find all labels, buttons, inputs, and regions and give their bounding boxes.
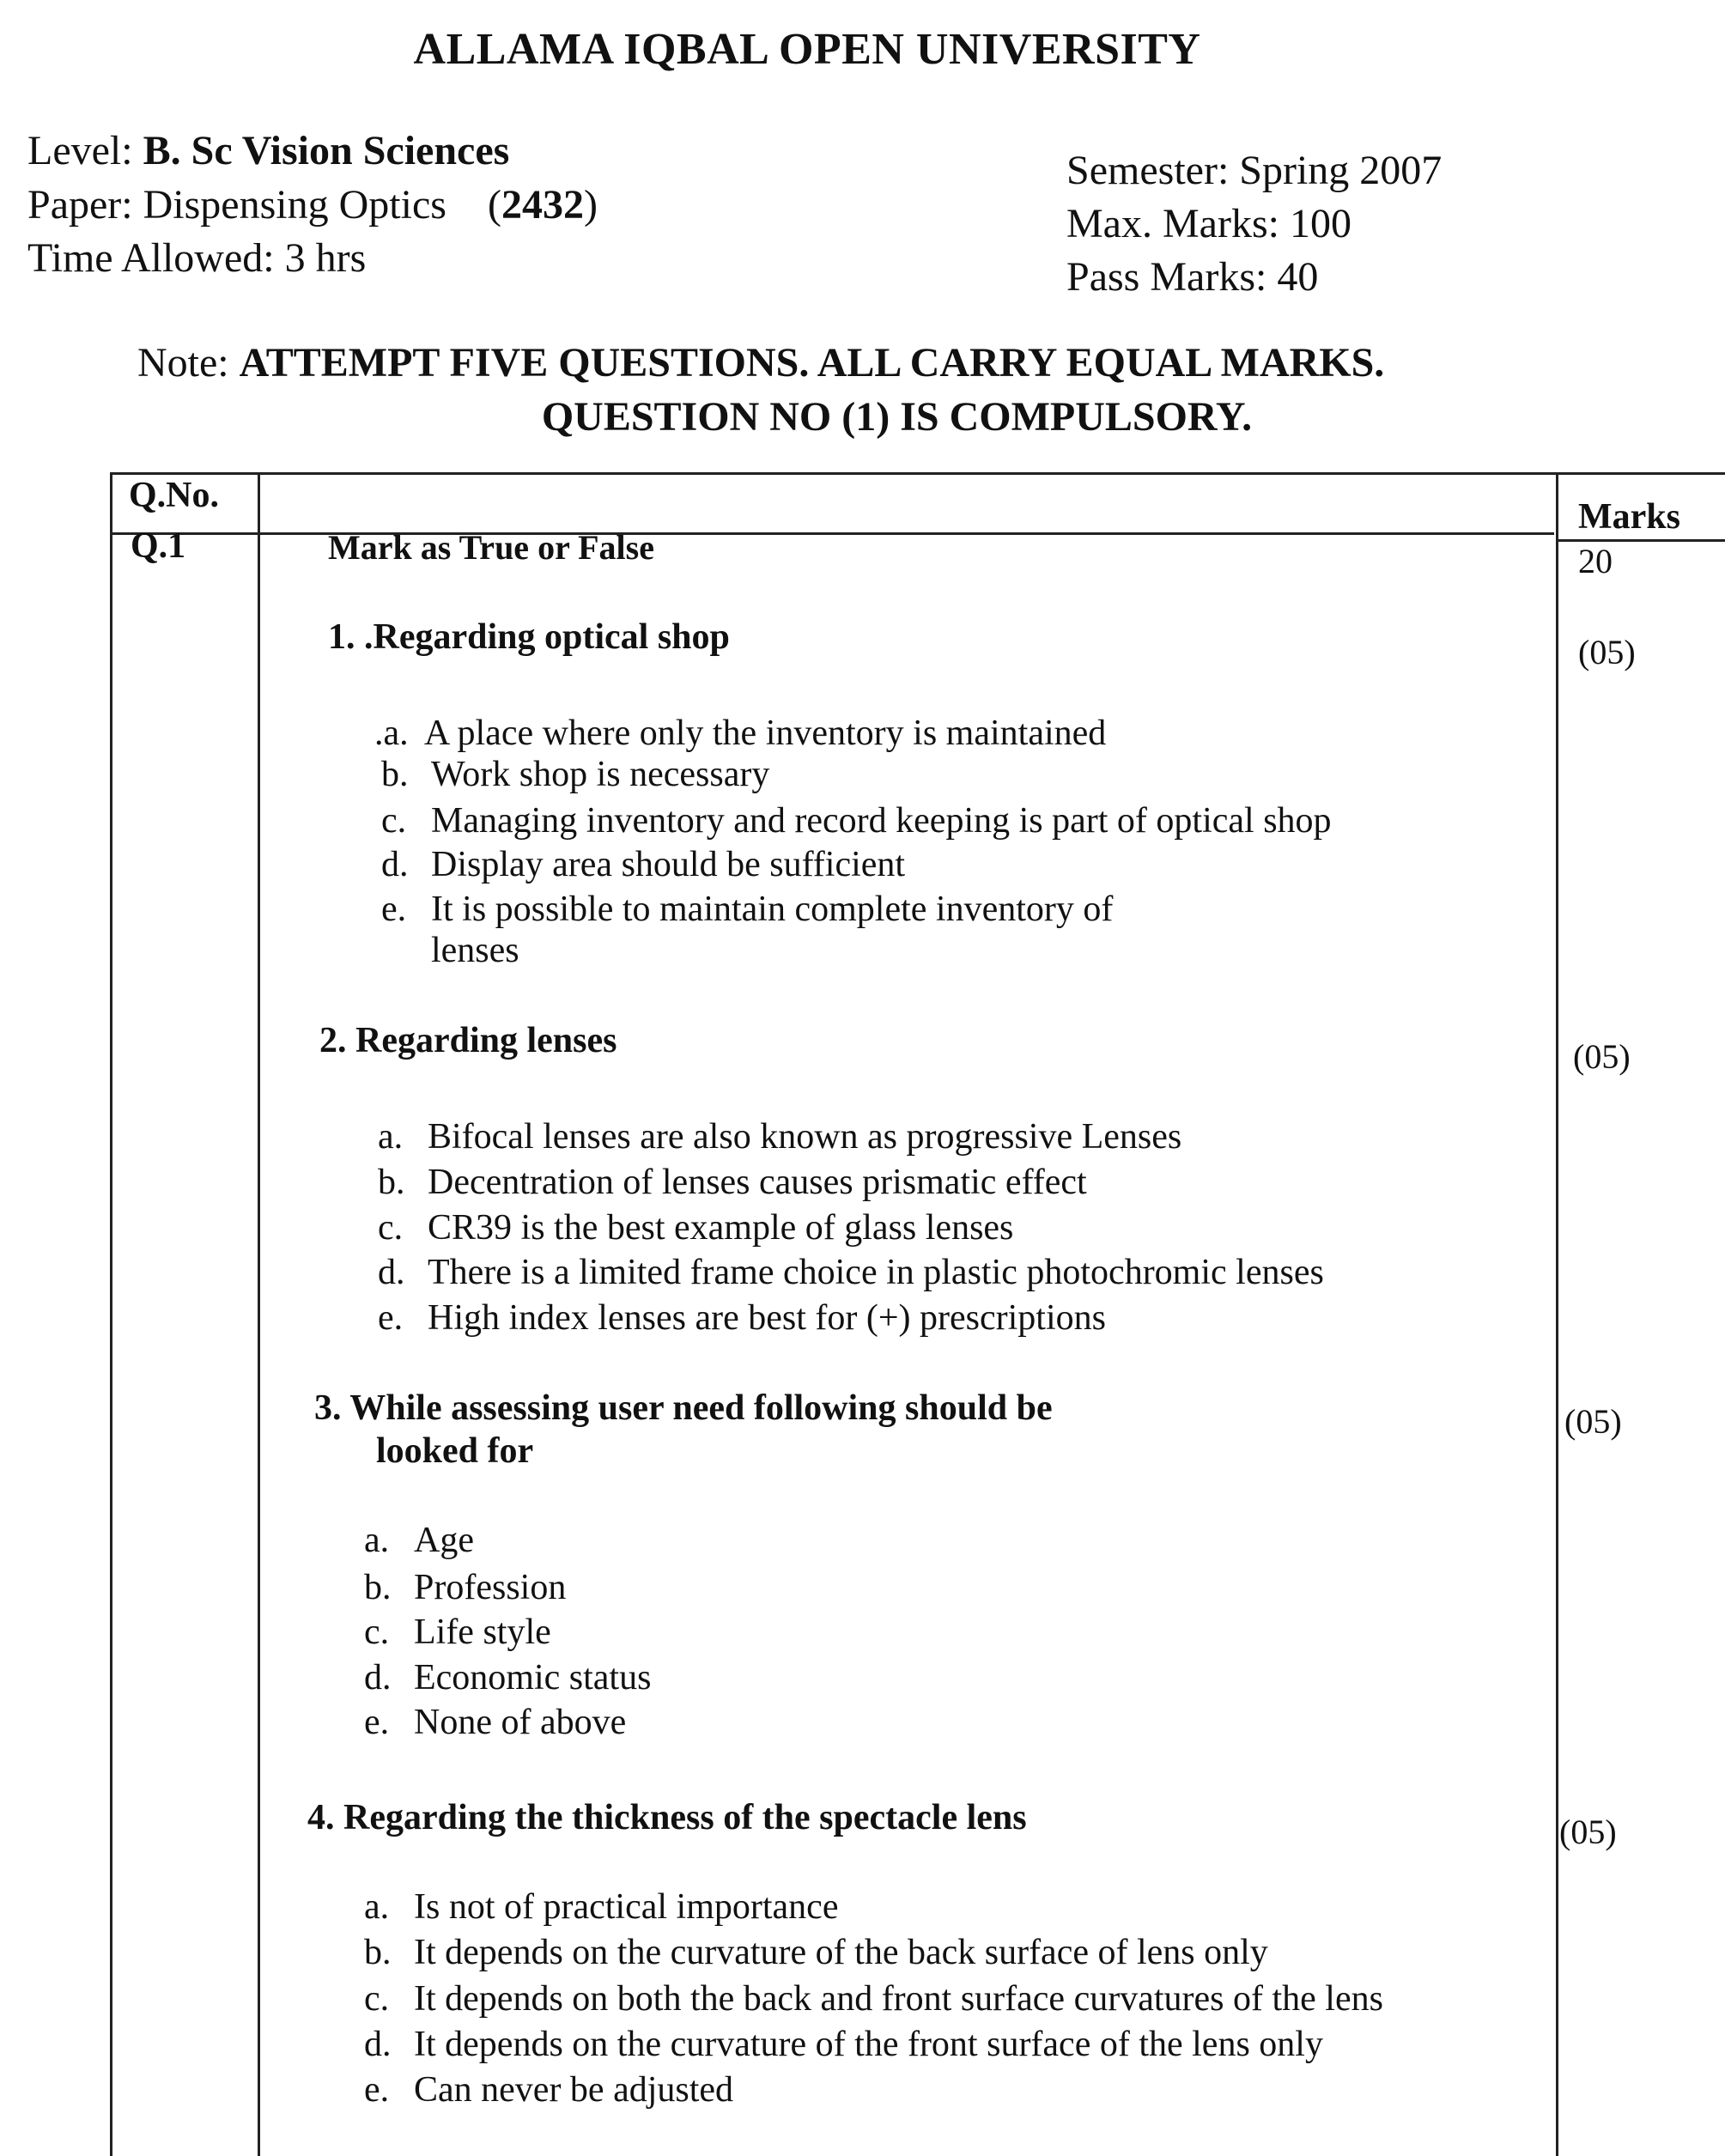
option xyxy=(378,1116,1181,1157)
option xyxy=(381,889,1113,930)
option xyxy=(364,1657,651,1698)
option-text: Is not of practical importance xyxy=(414,1887,839,1927)
option-letter: e. xyxy=(364,2070,390,2110)
option-letter: b. xyxy=(381,755,409,794)
note-text-1: ATTEMPT FIVE QUESTIONS. ALL CARRY EQUAL MARKS. xyxy=(239,340,1385,386)
option xyxy=(374,713,1106,754)
option xyxy=(364,2024,1323,2065)
part-4-marks: (05) xyxy=(1559,1813,1617,1851)
option xyxy=(378,1252,1324,1293)
option-text: It depends on both the back and front surface curvatures of the lens xyxy=(414,1979,1383,2019)
option xyxy=(364,1702,626,1743)
option-letter: d. xyxy=(364,1658,392,1697)
option xyxy=(378,1297,1106,1339)
level-line xyxy=(27,125,509,178)
option xyxy=(364,1978,1383,2019)
option-text: It is possible to maintain complete inventory of xyxy=(431,890,1114,929)
option-letter: e. xyxy=(381,890,407,929)
option xyxy=(378,1207,1013,1248)
paper-code-close: ) xyxy=(583,182,598,228)
option-letter: d. xyxy=(381,845,409,884)
max-marks: Max. Marks: 100 xyxy=(1066,201,1351,246)
option-text: Can never be adjusted xyxy=(414,2070,734,2110)
note-line-2: QUESTION NO (1) IS COMPULSORY. xyxy=(541,394,1253,440)
option xyxy=(364,1612,551,1653)
paper-code: 2432 xyxy=(501,182,584,228)
option-text: lenses xyxy=(431,931,519,970)
question-title: Mark as True or False xyxy=(328,528,654,567)
option-text: Display area should be sufficient xyxy=(431,845,906,884)
table-left-border xyxy=(110,472,112,2156)
option-letter: a. xyxy=(364,1521,390,1560)
option xyxy=(364,1520,474,1561)
qno-column-divider xyxy=(258,472,260,2156)
option-text: It depends on the curvature of the front surface of the lens only xyxy=(414,2025,1323,2064)
option-letter: d. xyxy=(378,1253,405,1292)
part-3-heading: 3. While assessing user need following should be xyxy=(314,1388,1053,1428)
option-text: There is a limited frame choice in plastic photochromic lenses xyxy=(428,1253,1324,1292)
pass-marks: Pass Marks: 40 xyxy=(1066,254,1319,300)
part-2-heading: 2. Regarding lenses xyxy=(319,1021,617,1060)
paper-label: Paper: Dispensing Optics xyxy=(27,182,446,228)
question-marks: 20 xyxy=(1578,542,1613,580)
option-text: Bifocal lenses are also known as progressive Lenses xyxy=(428,1117,1182,1157)
part-1-heading: 1. .Regarding optical shop xyxy=(328,617,730,657)
note-prefix: Note: xyxy=(137,340,240,386)
option-text: Profession xyxy=(414,1568,567,1607)
part-2-marks: (05) xyxy=(1573,1037,1631,1076)
option xyxy=(381,754,769,795)
option xyxy=(364,2069,733,2110)
option-text: Work shop is necessary xyxy=(431,755,770,794)
part-1-marks: (05) xyxy=(1578,633,1636,671)
option-text: It depends on the curvature of the back surface of lens only xyxy=(414,1933,1268,1972)
option-letter: d. xyxy=(364,2025,392,2064)
option-letter: e. xyxy=(364,1703,390,1742)
option-letter: b. xyxy=(364,1933,392,1972)
marks-header: Marks xyxy=(1578,497,1680,537)
option-text: A place where only the inventory is maintained xyxy=(424,714,1107,753)
level-value: B. Sc Vision Sciences xyxy=(143,128,510,173)
option-letter: c. xyxy=(378,1208,404,1248)
option-text: Decentration of lenses causes prismatic effect xyxy=(428,1163,1087,1202)
option xyxy=(364,1886,838,1928)
option-text: CR39 is the best example of glass lenses xyxy=(428,1208,1014,1248)
option xyxy=(381,930,519,971)
note-line-1 xyxy=(137,339,1384,386)
option-text: Age xyxy=(414,1521,474,1560)
level-label: Level: xyxy=(27,128,143,173)
time-allowed: Time Allowed: 3 hrs xyxy=(27,235,367,281)
qno-header: Q.No. xyxy=(129,476,219,515)
option-letter: c. xyxy=(364,1979,390,2019)
question-number: Q.1 xyxy=(131,526,186,566)
paper-code-open: ( xyxy=(487,182,501,228)
marks-column-divider xyxy=(1556,472,1558,2156)
option xyxy=(364,1932,1268,1973)
option-letter: b. xyxy=(364,1568,392,1607)
table-top-border xyxy=(112,472,1725,475)
semester: Semester: Spring 2007 xyxy=(1066,148,1443,193)
option-text: Life style xyxy=(414,1612,551,1652)
option xyxy=(378,1162,1087,1203)
option-text: High index lenses are best for (+) prescriptions xyxy=(428,1298,1106,1338)
part-3-heading-cont: looked for xyxy=(376,1431,534,1471)
option-letter: c. xyxy=(364,1612,390,1652)
option-letter: e. xyxy=(378,1298,404,1338)
option-text: Managing inventory and record keeping is part of optical shop xyxy=(431,801,1332,841)
part-3-marks: (05) xyxy=(1564,1402,1622,1441)
option-letter: b. xyxy=(378,1163,405,1202)
university-title: ALLAMA IQBAL OPEN UNIVERSITY xyxy=(413,25,1201,74)
part-4-heading: 4. Regarding the thickness of the spectacle lens xyxy=(307,1798,1027,1837)
option-letter: a. xyxy=(364,1887,390,1927)
option xyxy=(364,1567,566,1608)
option xyxy=(381,800,1332,841)
option-text: None of above xyxy=(414,1703,627,1742)
option-letter: .a. xyxy=(374,714,409,753)
paper-line xyxy=(27,179,598,232)
option xyxy=(381,844,905,885)
option-letter: c. xyxy=(381,801,407,841)
option-text: Economic status xyxy=(414,1658,652,1697)
option-letter: a. xyxy=(378,1117,404,1157)
